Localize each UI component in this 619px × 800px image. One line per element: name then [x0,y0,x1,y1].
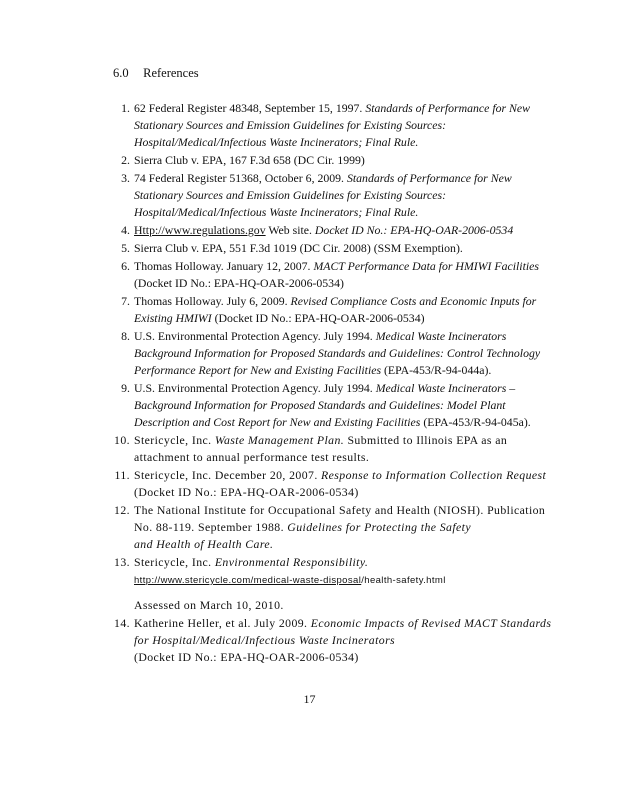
reference-number: 3. [121,171,130,185]
reference-title: Standards of Performance for New Stationary Sources and Emission Guidelines for Existing Sources: Hospital/Medical/Infectious Waste Incinerators; Final Rule. [134,171,512,219]
reference-item [113,467,553,501]
reference-text: Thomas Holloway. January 12, 2007. [134,259,314,273]
reference-number: 6. [121,259,130,273]
reference-text: Sierra Club v. EPA, 167 F.3d 658 (DC Cir. 1999) [134,153,365,167]
reference-title: Standards of Performance for New Stationary Sources and Emission Guidelines for Existing Sources: Hospital/Medical/Infectious Waste Incinerators; Final Rule. [134,101,531,149]
reference-text: Stericycle, Inc. [134,433,215,447]
reference-text: Stericycle, Inc. [134,555,215,569]
reference-tail: (EPA-453/R-94-045a). [420,415,531,429]
reference-text: 74 Federal Register 51368, October 6, 2009. [134,171,347,185]
reference-text: The National Institute for Occupational Safety and Health (NIOSH). Publication No. 88-119. September 1988. [134,503,546,534]
reference-number: 2. [121,153,130,167]
stericycle-link[interactable]: http://www.stericycle.com/medical-waste-disposal [134,575,362,586]
page-number: 17 [303,692,316,706]
reference-number: 5. [121,241,130,255]
reference-tail: (Docket ID No.: EPA-HQ-OAR-2006-0534) [211,311,425,325]
link-path: /health-safety.html [361,575,446,586]
references-list [113,100,553,667]
reference-title: Waste Management Plan. [214,433,345,447]
reference-number: 11. [114,468,130,482]
reference-text: Sierra Club v. EPA, 551 F.3d 1019 (DC Cir. 2008) (SSM Exemption). [134,241,463,255]
reference-title: Medical Waste Incinerators – Background Information for Proposed Standards and Guidelines: Model Plant Description and Cost Report for New and Existing Facilities [134,381,516,429]
reference-number: 9. [121,381,130,395]
reference-number: 1. [121,101,130,115]
reference-item [113,222,553,239]
reference-item [113,615,553,666]
reference-item [113,293,553,327]
reference-tail: (Docket ID No.: EPA-HQ-OAR-2006-0534) [134,485,359,499]
reference-item [113,554,553,614]
reference-number: 4. [121,223,130,237]
reference-number: 10. [114,433,130,447]
reference-number: 8. [121,329,130,343]
reference-title: Guidelines for Protecting the Safety [287,520,471,534]
reference-docket: (Docket ID No.: EPA-HQ-OAR-2006-0534) [134,650,359,664]
section-heading [113,66,199,81]
reference-tail: (EPA-453/R-94-044a). [381,363,492,377]
reference-title: Docket ID No.: EPA-HQ-OAR-2006-0534 [314,223,514,237]
reference-docket: (Docket ID No.: EPA-HQ-OAR-2006-0534) [134,276,344,290]
reference-text: Thomas Holloway. July 6, 2009. [134,294,291,308]
reference-item [113,100,553,151]
reference-text: Stericycle, Inc. December 20, 2007. [134,468,322,482]
reference-text: Katherine Heller, et al. July 2009. [134,616,311,630]
reference-number: 14. [114,616,130,630]
reference-item [113,432,553,466]
reference-item [113,152,553,169]
reference-item [113,328,553,379]
accessed-date: Assessed on March 10, 2010. [134,598,284,612]
reference-text: U.S. Environmental Protection Agency. July 1994. [134,329,376,343]
reference-item [113,502,553,553]
reference-item [113,170,553,221]
section-title: References [143,66,199,80]
reference-title: Environmental Responsibility. [214,555,369,569]
spacer [134,589,553,597]
reference-text: U.S. Environmental Protection Agency. July 1994. [134,381,376,395]
reference-title: Revised Compliance Costs and Economic Inputs for Existing HMIWI [134,294,537,325]
regulations-link[interactable]: Http://www.regulations.gov [134,223,266,237]
reference-item [113,240,553,257]
reference-tail: Submitted to Illinois EPA as an attachment to annual performance test results. [134,433,508,464]
reference-item [113,258,553,292]
reference-text: 62 Federal Register 48348, September 15, 1997. [134,101,366,115]
reference-number: 13. [114,555,130,569]
reference-text: Web site. [265,223,315,237]
reference-title-continued: and Health of Health Care. [134,537,274,551]
reference-number: 12. [114,503,130,517]
reference-number: 7. [121,294,130,308]
reference-item [113,380,553,431]
reference-title: Response to Information Collection Request [321,468,547,482]
reference-title: MACT Performance Data for HMIWI Facilities [313,259,539,273]
reference-title: Medical Waste Incinerators Background Information for Proposed Standards and Guidelines: Control Technology Performance Report for New and Existing Facilities [134,329,541,377]
reference-title: Economic Impacts of Revised MACT Standards for Hospital/Medical/Infectious Waste Incinerators [134,616,552,647]
section-number: 6.0 [113,66,129,80]
